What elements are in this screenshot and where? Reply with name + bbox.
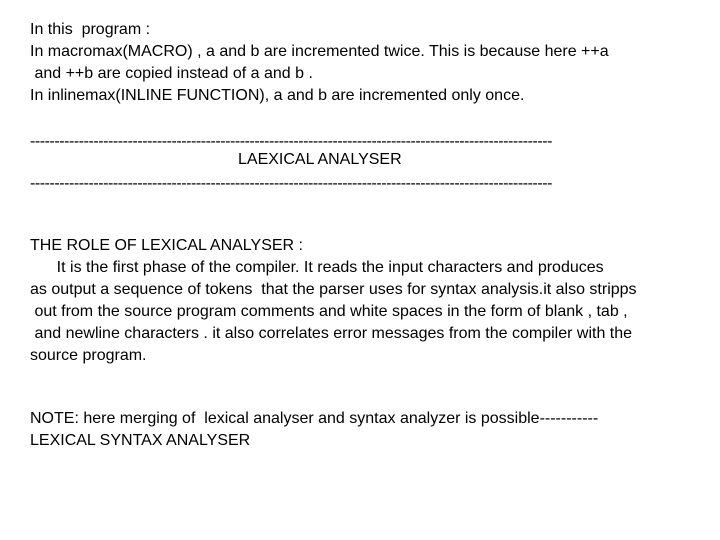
role-line-4: and newline characters . it also correlates error messages from the compiler with the — [30, 325, 633, 342]
intro-line-2: In macromax(MACRO) , a and b are incremented twice. This is because here ++a — [30, 43, 609, 60]
role-heading: THE ROLE OF LEXICAL ANALYSER : — [30, 237, 303, 254]
note-line-2: LEXICAL SYNTAX ANALYSER — [30, 432, 251, 449]
section-divider-top: ----------------------------------------------------------------------------------------------------------- — [30, 133, 552, 150]
role-line-1: It is the first phase of the compiler. It reads the input characters and produces — [30, 259, 604, 276]
intro-line-4: In inlinemax(INLINE FUNCTION), a and b are incremented only once. — [30, 87, 525, 104]
role-line-5: source program. — [30, 347, 147, 364]
intro-line-3: and ++b are copied instead of a and b . — [30, 65, 313, 82]
note-line-1: NOTE: here merging of lexical analyser and syntax analyzer is possible----------- — [30, 410, 599, 427]
role-line-3: out from the source program comments and white spaces in the form of blank , tab , — [30, 303, 628, 320]
role-line-2: as output a sequence of tokens that the parser uses for syntax analysis.it also stripps — [30, 281, 637, 298]
section-divider-bottom: ----------------------------------------------------------------------------------------------------------- — [30, 175, 552, 192]
section-title: LAEXICAL ANALYSER — [238, 151, 402, 168]
intro-line-1: In this program : — [30, 21, 151, 38]
